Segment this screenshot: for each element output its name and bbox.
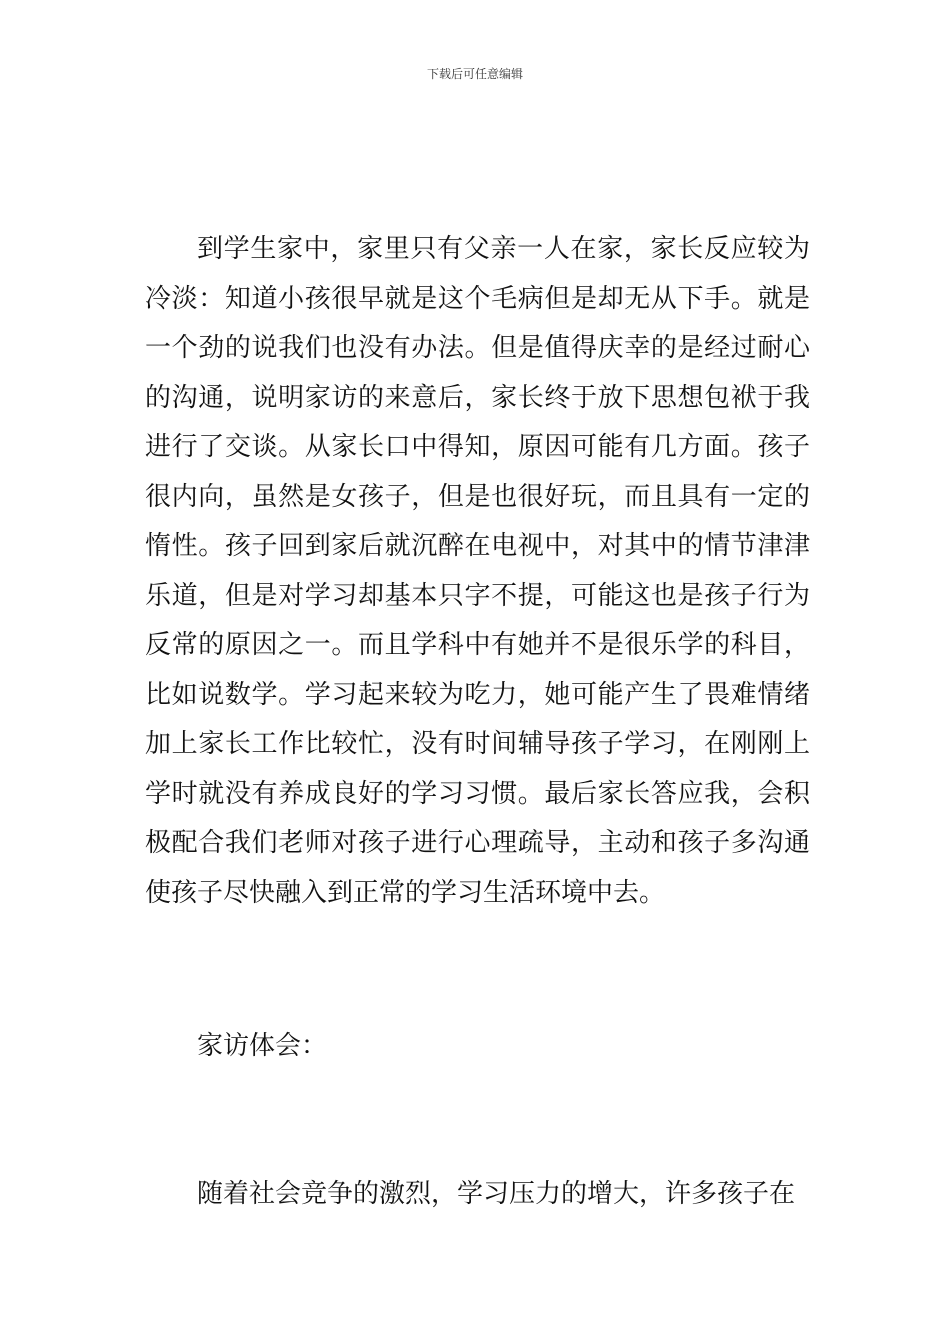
page-header: 下载后可任意编辑 [426,67,523,81]
body-paragraph-2: 随着社会竞争的激烈，学习压力的增大，许多孩子在 [197,1179,796,1209]
body-paragraph-1: 到学生家中，家里只有父亲一人在家，家长反应较为冷淡：知道小孩很早就是这个毛病但是却无从下手。就是一个劲的说我们也没有办法。但是值得庆幸的是经过耐心的沟通，说明家访的来意后，家长终于放下思想包袱于我进行了交谈。从家长口中得知，原因可能有几方面。孩子很内向，虽然是女孩子，但是也很好玩，而且具有一定的惰性。孩子回到家后就沉醉在电视中，对其中的情节津津乐道，但是对学习却基本只字不提，可能这也是孩子行为反常的原因之一。而且学科中有她并不是很乐学的科目，比如说数学。学习起来较为吃力，她可能产生了畏难情绪加上家长工作比较忙，没有时间辅导孩子学习，在刚刚上学时就没有养成良好的学习习惯。最后家长答应我，会积极配合我们老师对孩子进行心理疏导，主动和孩子多沟通使孩子尽快融入到正常的学习生活环境中去。 [145,234,810,908]
section-heading: 家访体会： [197,1031,328,1061]
